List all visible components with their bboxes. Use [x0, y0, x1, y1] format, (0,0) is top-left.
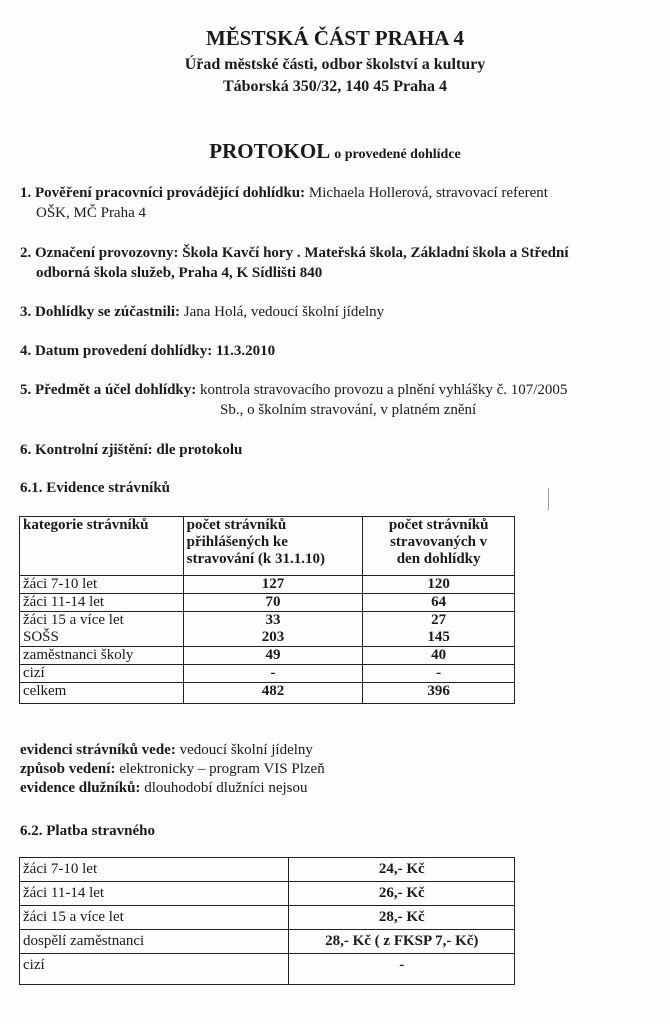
table-row: [20, 576, 515, 594]
table-row: [20, 882, 515, 906]
item-1-value: Michaela Hollerová, stravovací referent: [308, 185, 548, 201]
meal-price-table: [19, 857, 515, 985]
item-1-value2: OŠK, MČ Praha 4: [36, 205, 147, 221]
cell-fed: [363, 612, 515, 647]
note-1: [20, 740, 650, 760]
header-municipality: MĚSTSKÁ ČÁST PRAHA 4: [205, 26, 465, 50]
header-address: Táborská 350/32, 140 45 Praha 4: [222, 78, 447, 95]
note-3-label: evidence dlužníků:: [20, 780, 141, 796]
table-row: [20, 906, 515, 930]
table-row: [20, 683, 515, 704]
item-2-label: 2. Označení provozovny:: [20, 245, 179, 261]
cell-fed: 64: [363, 594, 515, 612]
cell-category: cizí: [20, 954, 289, 985]
item-2-value2: odborná škola služeb, Praha 4, K Sídlišti 840: [36, 265, 323, 281]
cell-registered: 70: [183, 594, 363, 612]
item-1-label: 1. Pověření pracovníci provádějící dohlídku:: [20, 185, 306, 201]
cell-fed: -: [363, 665, 515, 683]
table-row: [20, 930, 515, 954]
item-5: [20, 380, 650, 420]
cell-price: 24,- Kč: [289, 858, 515, 882]
header-text: stravování (k 31.1.10): [186, 551, 325, 567]
item-5-value: kontrola stravovacího provozu a plnění vyhlášky č. 107/2005: [200, 382, 568, 398]
cell-price: 26,- Kč: [289, 882, 515, 906]
header-text: počet strávníků: [388, 517, 489, 533]
document-title: [0, 139, 670, 164]
cell-category: cizí: [20, 665, 184, 683]
value-text: 203: [261, 629, 285, 645]
table-row: [20, 665, 515, 683]
cell-registered: 127: [183, 576, 363, 594]
cell-fed: 40: [363, 647, 515, 665]
item-3-label: 3. Dohlídky se zúčastnili:: [20, 304, 181, 320]
section-6-1: 6.1. Evidence strávníků: [20, 480, 171, 496]
cell-registered: -: [183, 665, 363, 683]
header-text: stravovaných v: [390, 534, 488, 550]
diners-table: [19, 516, 515, 704]
note-1-label: evidenci strávníků vede:: [20, 742, 176, 758]
item-5-value2: Sb., o školním stravování, v platném znění: [220, 402, 477, 418]
cell-category: žáci 11-14 let: [20, 594, 184, 612]
title-rest: o provedené dohlídce: [334, 147, 461, 162]
item-3: [20, 302, 650, 322]
cell-price: 28,- Kč ( z FKSP 7,- Kč): [289, 930, 515, 954]
note-2: [20, 759, 650, 779]
note-3-value: dlouhodobí dlužníci nejsou: [144, 780, 308, 796]
cell-fed: 120: [363, 576, 515, 594]
cell-category: žáci 7-10 let: [20, 576, 184, 594]
table-row: [20, 858, 515, 882]
item-2-value: Škola Kavčí hory . Mateřská škola, Základní škola a Střední: [182, 245, 569, 261]
value-text: 145: [427, 629, 450, 645]
table-row: [20, 594, 515, 612]
value-text: 27: [431, 612, 447, 628]
category-text: žáci 15 a více let: [23, 612, 124, 628]
header-text: počet strávníků: [186, 517, 287, 533]
cell-category: žáci 7-10 let: [20, 858, 289, 882]
cell-registered: 49: [183, 647, 363, 665]
cell-category: žáci 11-14 let: [20, 882, 289, 906]
header-text: přihlášených ke: [186, 534, 288, 550]
cell-price: 28,- Kč: [289, 906, 515, 930]
header-cell: [363, 517, 515, 576]
margin-mark: [548, 488, 549, 510]
table-row: [20, 954, 515, 985]
cell-category: celkem: [20, 683, 184, 704]
header-text: den dohlídky: [396, 551, 481, 567]
cell-fed: 396: [363, 683, 515, 704]
value-text: 33: [265, 612, 281, 628]
note-2-label: způsob vedení:: [20, 761, 116, 777]
cell-price: -: [289, 954, 515, 985]
note-2-value: elektronicky – program VIS Plzeň: [119, 761, 325, 777]
cell-category: [20, 612, 184, 647]
table-header-row: [20, 517, 515, 576]
item-1: [20, 183, 650, 223]
title-main: PROTOKOL: [209, 139, 331, 163]
header-cell: [183, 517, 363, 576]
cell-registered: [183, 612, 363, 647]
note-3: [20, 778, 650, 798]
cell-registered: 482: [183, 683, 363, 704]
cell-category: dospělí zaměstnanci: [20, 930, 289, 954]
item-6: 6. Kontrolní zjištění: dle protokolu: [20, 442, 243, 458]
cell-category: zaměstnanci školy: [20, 647, 184, 665]
item-4: 4. Datum provedení dohlídky: 11.3.2010: [20, 343, 276, 359]
item-5-label: 5. Předmět a účel dohlídky:: [20, 382, 197, 398]
section-6-2: 6.2. Platba stravného: [20, 823, 155, 839]
note-1-value: vedoucí školní jídelny: [179, 742, 313, 758]
header-office: Úřad městské části, odbor školství a kultury: [184, 56, 486, 73]
table-row: [20, 612, 515, 647]
header-cell: kategorie strávníků: [20, 517, 184, 576]
table-row: [20, 647, 515, 665]
category-text: SOŠS: [23, 629, 59, 645]
item-3-value: Jana Holá, vedoucí školní jídelny: [183, 304, 385, 320]
cell-category: žáci 15 a více let: [20, 906, 289, 930]
item-2: [20, 243, 650, 283]
